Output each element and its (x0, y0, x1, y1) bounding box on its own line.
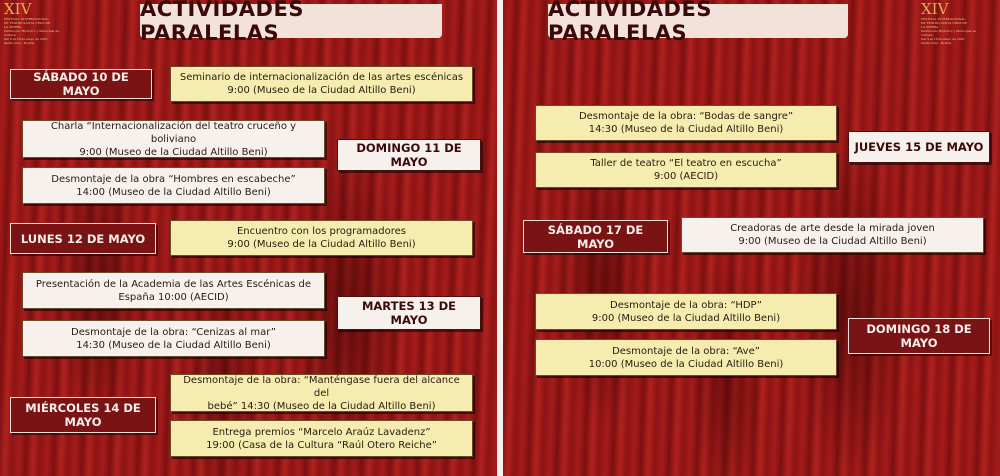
logo-line-3: LA SIERRA (921, 25, 939, 29)
event-line-2: 9:00 (Museo de la Ciudad Altillo Beni) (227, 239, 416, 250)
event-cenizas-al-mar (22, 320, 325, 357)
event-hombres-en-escabeche (22, 167, 325, 204)
logo-sub-3: Santa Cruz - Bolivia (921, 41, 952, 45)
day-label-jueves-15: JUEVES 15 DE MAYO (848, 131, 990, 163)
event-seminario (170, 66, 473, 102)
event-encuentro-programadores (170, 220, 473, 256)
event-presentacion-academia (22, 272, 325, 309)
logo-sub-1: Patrimonio Histórico y Municipal de Cultura (4, 29, 60, 37)
event-line-2: 9:00 (AECID) (653, 171, 719, 182)
event-line-1: Desmontaje de la obra “Hombres en escabeche” (51, 173, 296, 185)
logo-line-2: DE TEATRO SANTA CRUZ DE (4, 21, 50, 25)
event-hdp (535, 293, 837, 330)
page-title: ACTIVIDADES PARALELAS (548, 4, 848, 38)
left-panel (0, 0, 497, 476)
festival-logo (921, 0, 981, 45)
day-label-lunes-12: LUNES 12 DE MAYO (10, 223, 156, 254)
logo-roman-numeral: XIV (4, 0, 32, 18)
event-line-1: Presentación de la Academia de las Artes Escénicas de (35, 278, 312, 290)
event-line-2: 9:00 (Museo de la Ciudad Altillo Beni) (227, 85, 416, 96)
event-line-1: Seminario de internacionalización de las artes escénicas (179, 72, 464, 83)
logo-line-2: DE TEATRO SANTA CRUZ DE (921, 21, 967, 25)
logo-sub-2: Del 9 al 18 de mayo de 2025 (4, 37, 48, 41)
event-line-2: 14:30 (Museo de la Ciudad Altillo Beni) (588, 124, 784, 135)
event-charla (22, 120, 325, 158)
event-line-2: 10:00 (Museo de la Ciudad Altillo Beni) (588, 358, 784, 370)
day-label-domingo-11: DOMINGO 11 DE MAYO (337, 139, 481, 171)
event-line-1: Desmontaje de la obra: “Bodas de sangre” (578, 111, 794, 122)
day-label-miercoles-14: MIÉRCOLES 14 DE MAYO (10, 397, 156, 433)
logo-sub-2: Del 9 al 18 de mayo de 2025 (921, 37, 965, 41)
right-panel (503, 0, 1000, 476)
event-line-2: España 10:00 (AECID) (118, 291, 229, 303)
event-line-1: Desmontaje de la obra: “Cenizas al mar” (71, 326, 276, 338)
logo-line-3: LA SIERRA (4, 25, 22, 29)
day-label-domingo-18: DOMINGO 18 DE MAYO (848, 318, 990, 354)
event-creadoras-de-arte (681, 217, 984, 253)
event-mantengase-fuera (170, 374, 473, 412)
event-bodas-de-sangre (535, 105, 837, 141)
event-taller-teatro (535, 152, 837, 188)
event-line-2: 9:00 (Museo de la Ciudad Altillo Beni) (738, 236, 927, 247)
event-line-2: 14:00 (Museo de la Ciudad Altillo Beni) (76, 186, 271, 198)
festival-logo (4, 0, 64, 45)
event-line-1: Entrega premios “Marcelo Araúz Lavadenz” (212, 426, 431, 438)
event-line-1: Desmontaje de la obra: “Ave” (612, 345, 760, 357)
logo-sub-1: Patrimonio Histórico y Municipal de Cultura (921, 29, 977, 37)
logo-line-1: FESTIVAL INTERNACIONAL (4, 17, 49, 21)
event-entrega-premios (170, 420, 473, 457)
event-line-2: 19:00 (Casa de la Cultura “Raúl Otero Reiche” (206, 439, 437, 451)
event-line-2: 9:00 (Museo de la Ciudad Altillo Beni) (591, 312, 781, 324)
event-line-2: 14:30 (Museo de la Ciudad Altillo Beni) (76, 339, 271, 351)
page-title: ACTIVIDADES PARALELAS (140, 4, 442, 38)
day-label-sabado-17: SÁBADO 17 DE MAYO (523, 220, 668, 253)
event-line-1: Creadoras de arte desde la mirada joven (730, 223, 935, 234)
event-line-2: bebé” 14:30 (Museo de la Ciudad Altillo Beni) (207, 400, 436, 412)
event-line-1: Encuentro con los programadores (236, 226, 407, 237)
event-line-1: Desmontaje de la obra: “Manténgase fuera del alcance del (183, 374, 460, 399)
event-line-1: Taller de teatro “El teatro en escucha” (590, 158, 782, 169)
event-ave (535, 339, 837, 376)
day-label-martes-13: MARTES 13 DE MAYO (337, 296, 481, 330)
event-line-2: 9:00 (Museo de la Ciudad Altillo Beni) (79, 146, 268, 158)
event-line-1: Desmontaje de la obra: “HDP” (610, 299, 762, 311)
day-label-sabado-10: SÁBADO 10 DE MAYO (10, 69, 152, 99)
event-line-1: Charla “Internacionalización del teatro cruceño y boliviano (50, 120, 297, 145)
logo-line-1: FESTIVAL INTERNACIONAL (921, 17, 966, 21)
logo-roman-numeral: XIV (921, 0, 949, 18)
logo-sub-3: Santa Cruz - Bolivia (4, 41, 35, 45)
